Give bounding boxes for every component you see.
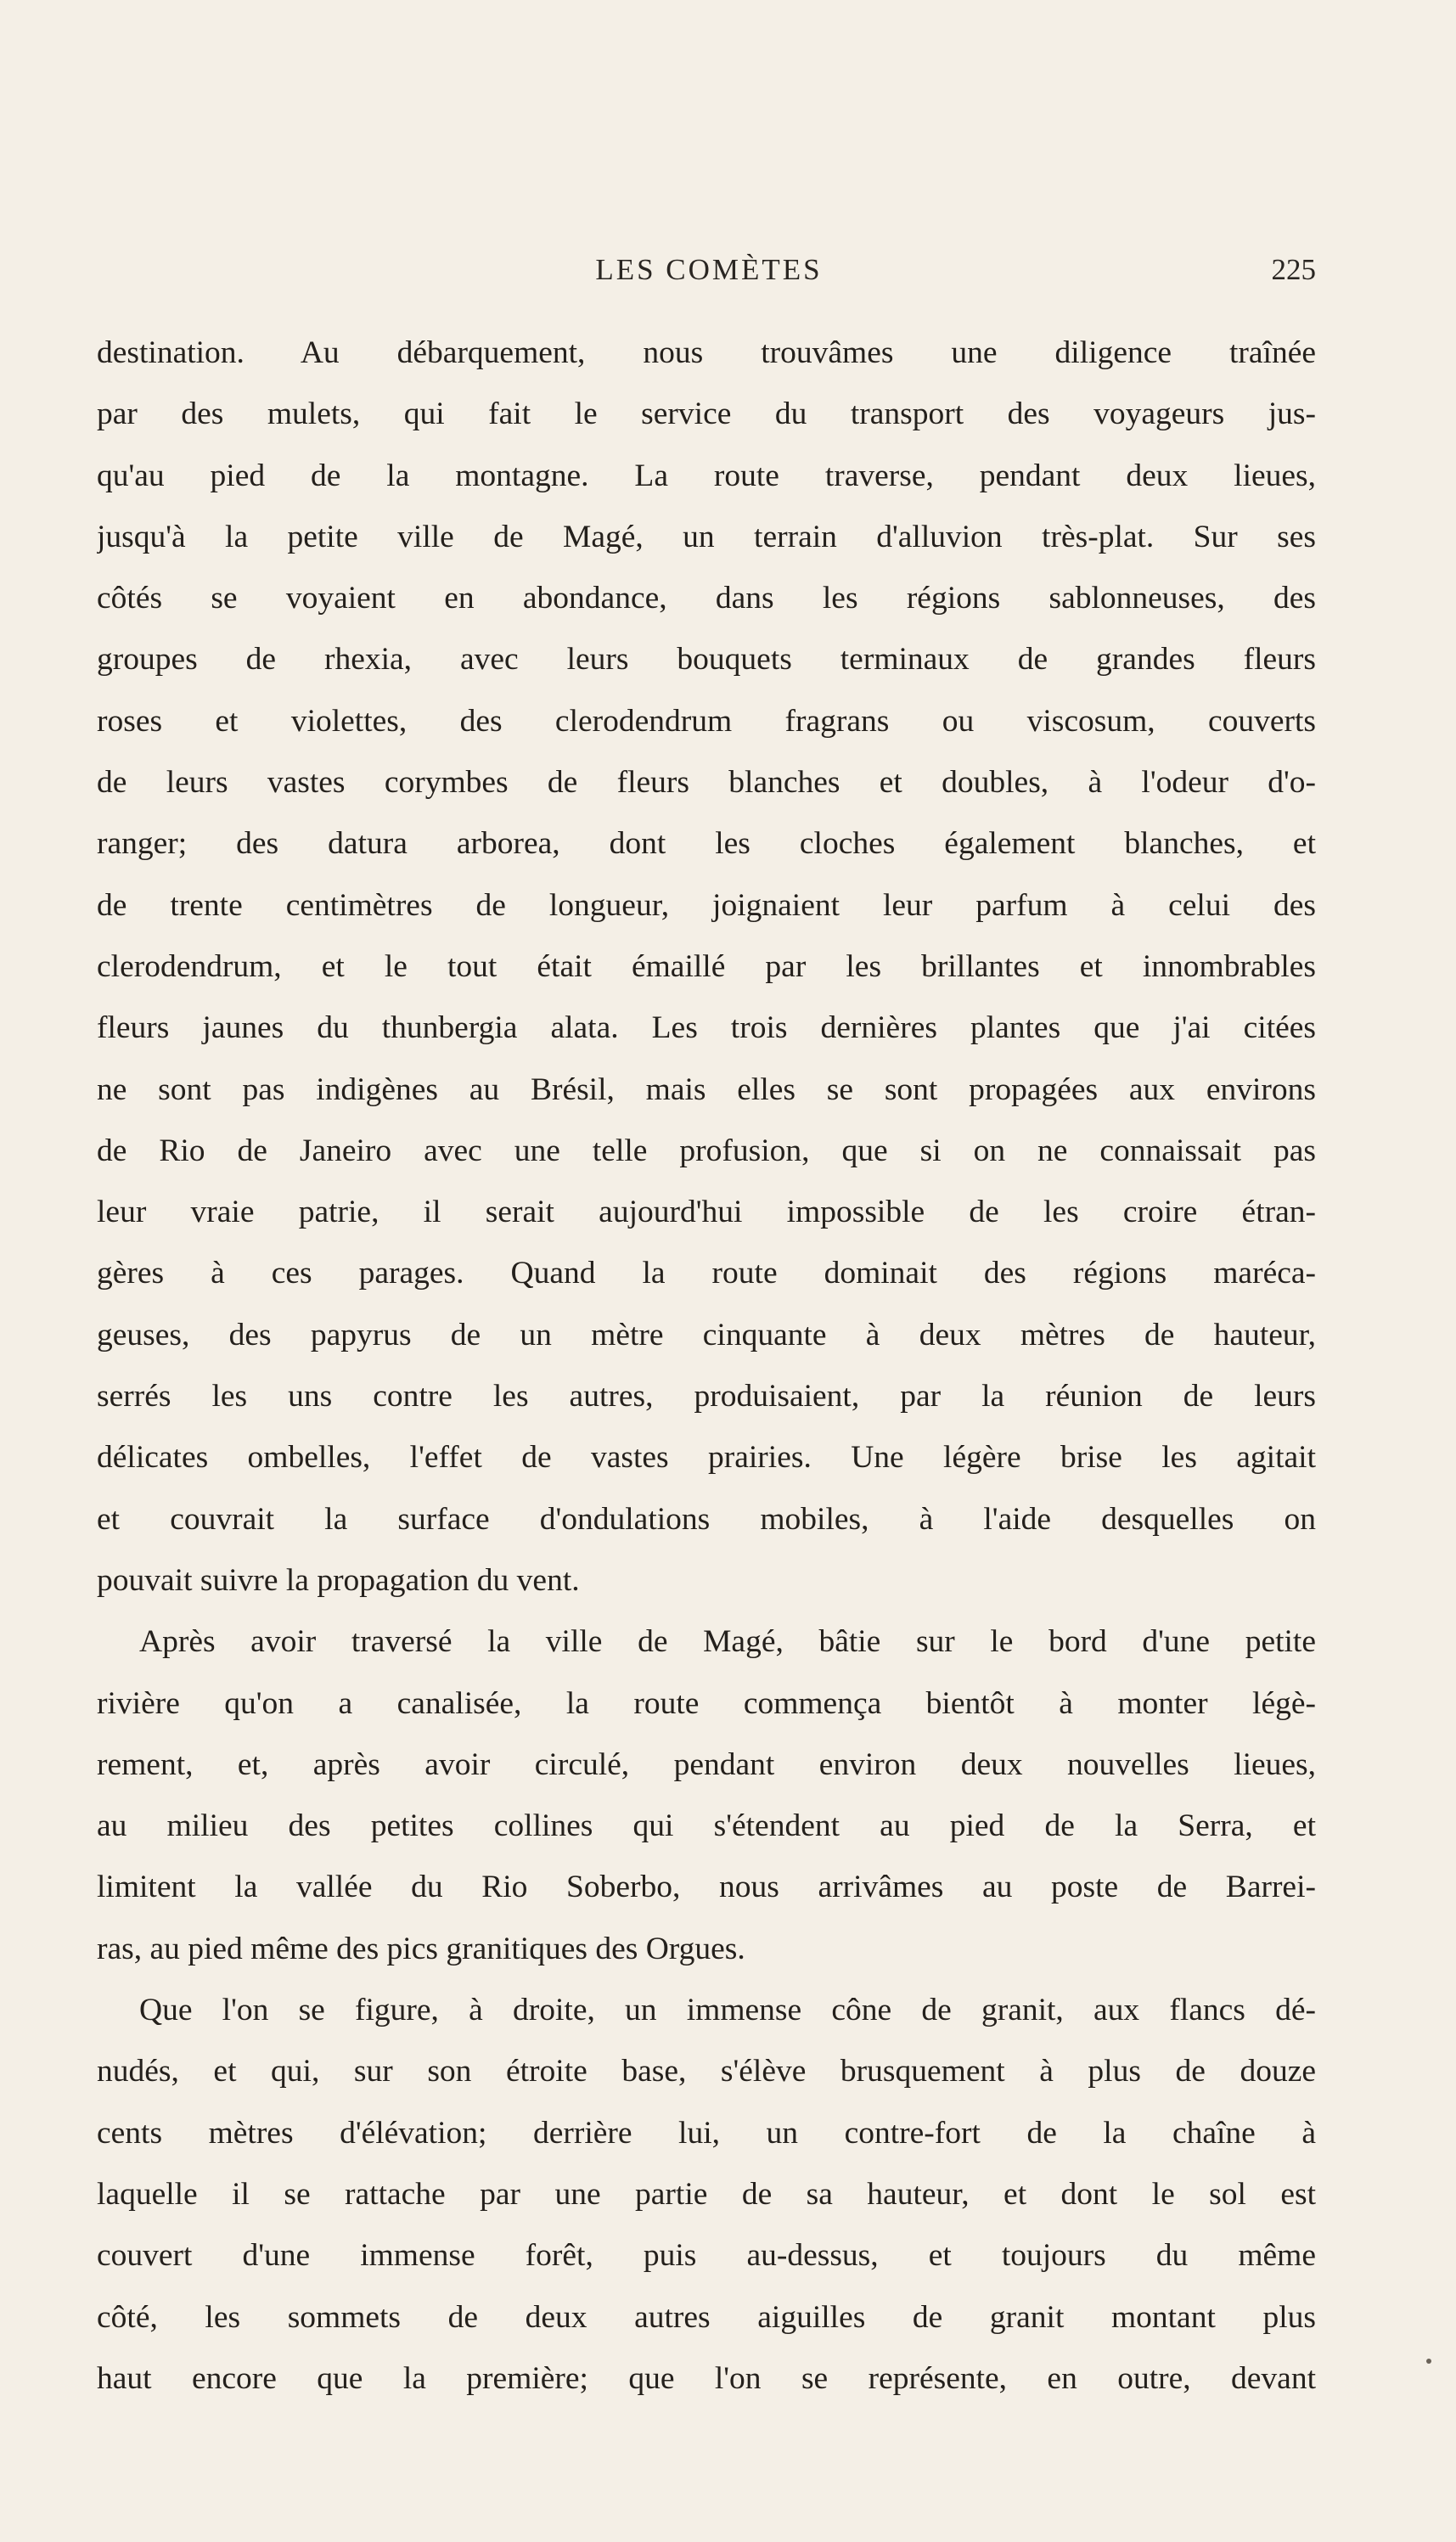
text-line: côté, les sommets de deux autres aiguilles de granit montant plus <box>97 2299 1316 2335</box>
text-line: Après avoir traversé la ville de Magé, bâtie sur le bord d'une petite <box>139 1624 1316 1660</box>
page-number: 225 <box>1271 253 1316 286</box>
text-line: rement, et, après avoir circulé, pendant environ deux nouvelles lieues, <box>97 1746 1316 1782</box>
text-line: jusqu'à la petite ville de Magé, un terrain d'alluvion très-plat. Sur ses <box>97 519 1316 554</box>
text-line: leur vraie patrie, il serait aujourd'hui impossible de les croire étran- <box>97 1195 1316 1230</box>
text-line: et couvrait la surface d'ondulations mobiles, à l'aide desquelles on <box>97 1501 1316 1537</box>
text-line: couvert d'une immense forêt, puis au-dessus, et toujours du même <box>97 2238 1316 2274</box>
text-line: groupes de rhexia, avec leurs bouquets terminaux de grandes fleurs <box>97 642 1316 678</box>
text-line: gères à ces parages. Quand la route dominait des régions maréca- <box>97 1256 1316 1291</box>
text-line: nudés, et qui, sur son étroite base, s'élève brusquement à plus de douze <box>97 2054 1316 2089</box>
text-line: ne sont pas indigènes au Brésil, mais elles se sont propagées aux environs <box>97 1071 1316 1107</box>
ink-speck <box>1426 2359 1431 2364</box>
text-line: limitent la vallée du Rio Soberbo, nous arrivâmes au poste de Barrei- <box>97 1870 1316 1905</box>
text-line: par des mulets, qui fait le service du transport des voyageurs jus- <box>97 396 1316 432</box>
text-line: serrés les uns contre les autres, produisaient, par la réunion de leurs <box>97 1379 1316 1414</box>
text-line: de trente centimètres de longueur, joignaient leur parfum à celui des <box>97 887 1316 923</box>
text-line: roses et violettes, des clerodendrum fragrans ou viscosum, couverts <box>97 703 1316 739</box>
text-line: rivière qu'on a canalisée, la route commença bientôt à monter légè- <box>97 1685 1316 1721</box>
text-line: qu'au pied de la montagne. La route traverse, pendant deux lieues, <box>97 458 1316 493</box>
text-line: geuses, des papyrus de un mètre cinquante à deux mètres de hauteur, <box>97 1317 1316 1353</box>
running-title: LES COMÈTES <box>595 253 823 286</box>
text-line: destination. Au débarquement, nous trouvâmes une diligence traînée <box>97 335 1316 370</box>
text-line: laquelle il se rattache par une partie de sa hauteur, et dont le sol est <box>97 2176 1316 2212</box>
text-line: fleurs jaunes du thunbergia alata. Les trois dernières plantes que j'ai citées <box>97 1010 1316 1046</box>
page-header <box>102 253 1316 295</box>
body-text <box>97 323 1316 2410</box>
text-line: côtés se voyaient en abondance, dans les régions sablonneuses, des <box>97 581 1316 616</box>
text-line: ranger; des datura arborea, dont les cloches également blanches, et <box>97 826 1316 862</box>
text-line: délicates ombelles, l'effet de vastes prairies. Une légère brise les agitait <box>97 1440 1316 1476</box>
text-line: au milieu des petites collines qui s'étendent au pied de la Serra, et <box>97 1808 1316 1844</box>
text-line: cents mètres d'élévation; derrière lui, un contre-fort de la chaîne à <box>97 2115 1316 2151</box>
text-line: ras, au pied même des pics granitiques des Orgues. <box>97 1931 745 1966</box>
text-line: de leurs vastes corymbes de fleurs blanches et doubles, à l'odeur d'o- <box>97 765 1316 801</box>
text-line: de Rio de Janeiro avec une telle profusion, que si on ne connaissait pas <box>97 1133 1316 1168</box>
text-line: clerodendrum, et le tout était émaillé par les brillantes et innombrables <box>97 948 1316 984</box>
text-line: Que l'on se figure, à droite, un immense cône de granit, aux flancs dé- <box>139 1993 1316 2028</box>
text-line: pouvait suivre la propagation du vent. <box>97 1562 580 1598</box>
text-line: haut encore que la première; que l'on se représente, en outre, devant <box>97 2360 1316 2396</box>
